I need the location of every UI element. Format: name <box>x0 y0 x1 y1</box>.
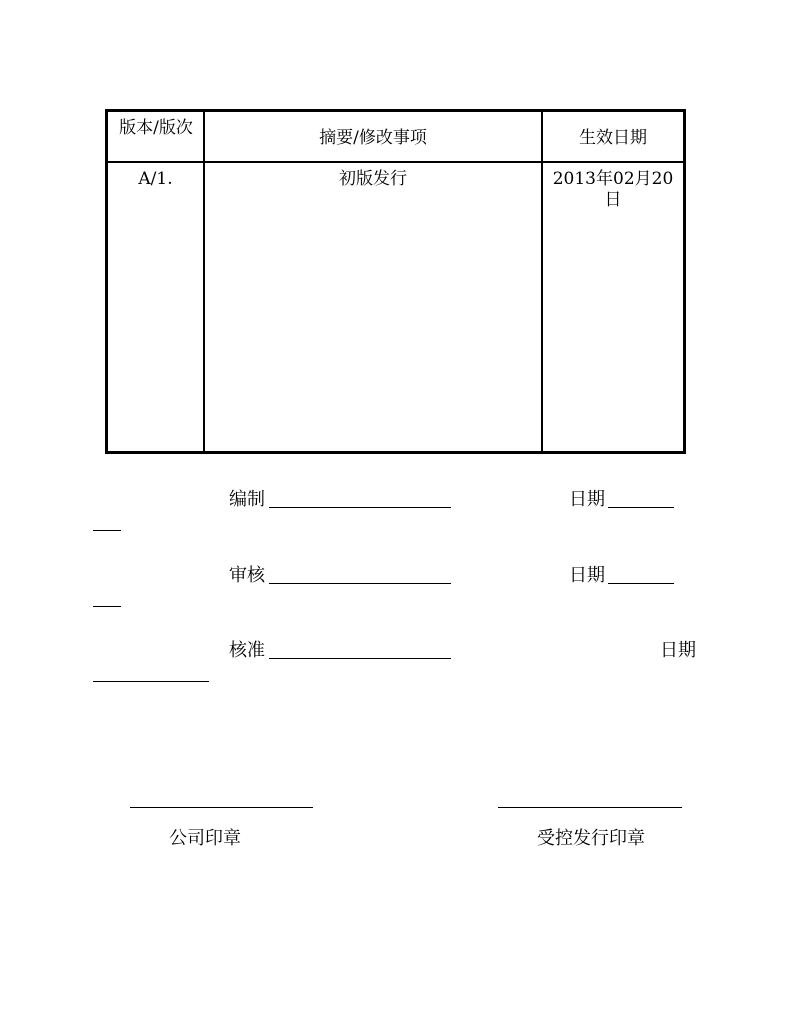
reviewed-signature-line[interactable] <box>269 583 451 584</box>
approved-signature-line[interactable] <box>269 658 451 659</box>
revision-table <box>105 109 686 454</box>
row-version: A/1. <box>138 169 173 189</box>
prepared-date-line[interactable] <box>608 507 674 508</box>
header-summary: 摘要/修改事项 <box>319 128 427 148</box>
row-effective-date: 2013年02月20日 <box>552 169 674 210</box>
prepared-date-label: 日期 <box>569 489 605 510</box>
approved-date-line[interactable] <box>93 681 209 682</box>
controlled-seal-line <box>498 807 682 808</box>
prepared-label: 编制 <box>229 489 265 510</box>
row-summary: 初版发行 <box>339 169 407 189</box>
reviewed-label: 审核 <box>229 565 265 586</box>
controlled-seal-label: 受控发行印章 <box>537 828 645 849</box>
prepared-date-line-wrap <box>93 530 121 531</box>
company-seal-line <box>130 807 313 808</box>
header-version: 版本/版次 <box>119 118 193 138</box>
reviewed-date-label: 日期 <box>569 565 605 586</box>
reviewed-date-line[interactable] <box>608 583 674 584</box>
approved-date-label: 日期 <box>660 640 696 661</box>
header-effective-date: 生效日期 <box>579 128 647 148</box>
approved-label: 核准 <box>229 640 265 661</box>
header-divider <box>108 161 683 163</box>
prepared-signature-line[interactable] <box>269 507 451 508</box>
reviewed-date-line-wrap <box>93 606 121 607</box>
company-seal-label: 公司印章 <box>169 828 241 849</box>
